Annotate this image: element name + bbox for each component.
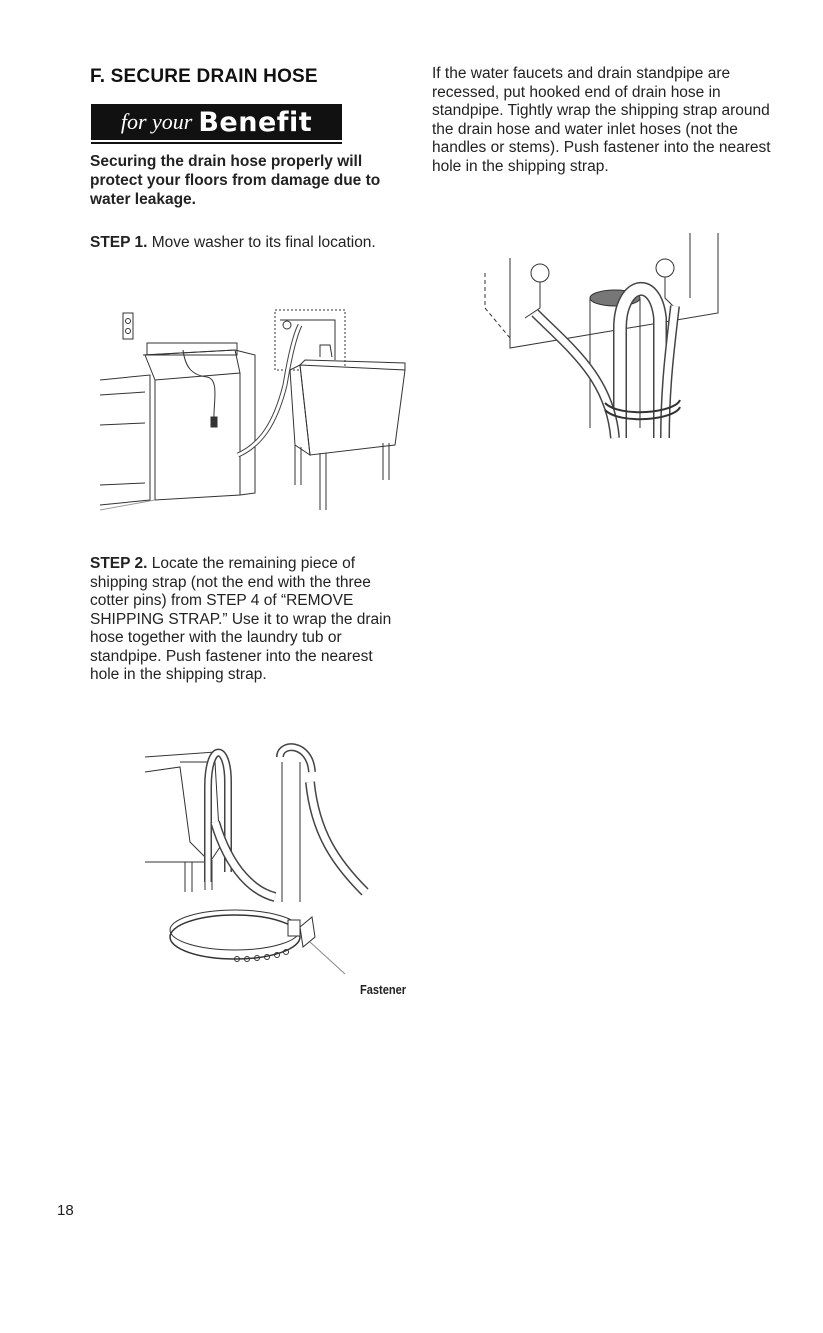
benefit-underline — [91, 142, 342, 144]
section-heading: F. SECURE DRAIN HOSE — [90, 66, 318, 87]
washer-tub-illustration — [95, 295, 415, 515]
step2-text: Locate the remaining piece of shipping strap (not the end with the three cotter pins) from STEP 4 of “REMOVE SHIPPING STRAP.” Use it to wrap the drain hose together with the laundry tub or standpipe. Push fastener into the nearest hole in the shipping strap. — [90, 555, 392, 683]
benefit-script-text: for your — [120, 109, 193, 134]
benefit-word: Benefit — [198, 106, 313, 138]
step2-paragraph — [90, 555, 405, 685]
step1-label: STEP 1. — [90, 234, 148, 251]
recessed-standpipe-illustration — [480, 228, 740, 453]
benefit-lead-text: Securing the drain hose properly will protect your floors from damage due to water leakage. — [90, 153, 381, 208]
recessed-paragraph: If the water faucets and drain standpipe are recessed, put hooked end of drain hose in standpipe. Tightly wrap the shipping strap around the drain hose and water inlet hoses (not the handles or stems). Push fastener into the nearest hole in the shipping strap. — [432, 65, 771, 175]
step2-label: STEP 2. — [90, 555, 148, 572]
strap-holes — [235, 950, 289, 962]
step1-paragraph — [90, 234, 390, 253]
fastener-caption: Fastener — [360, 982, 407, 997]
page-number: 18 — [57, 1202, 74, 1219]
step1-text: Move washer to its final location. — [147, 234, 376, 251]
shipping-strap-illustration — [140, 742, 380, 982]
for-your-benefit-banner — [91, 104, 342, 140]
